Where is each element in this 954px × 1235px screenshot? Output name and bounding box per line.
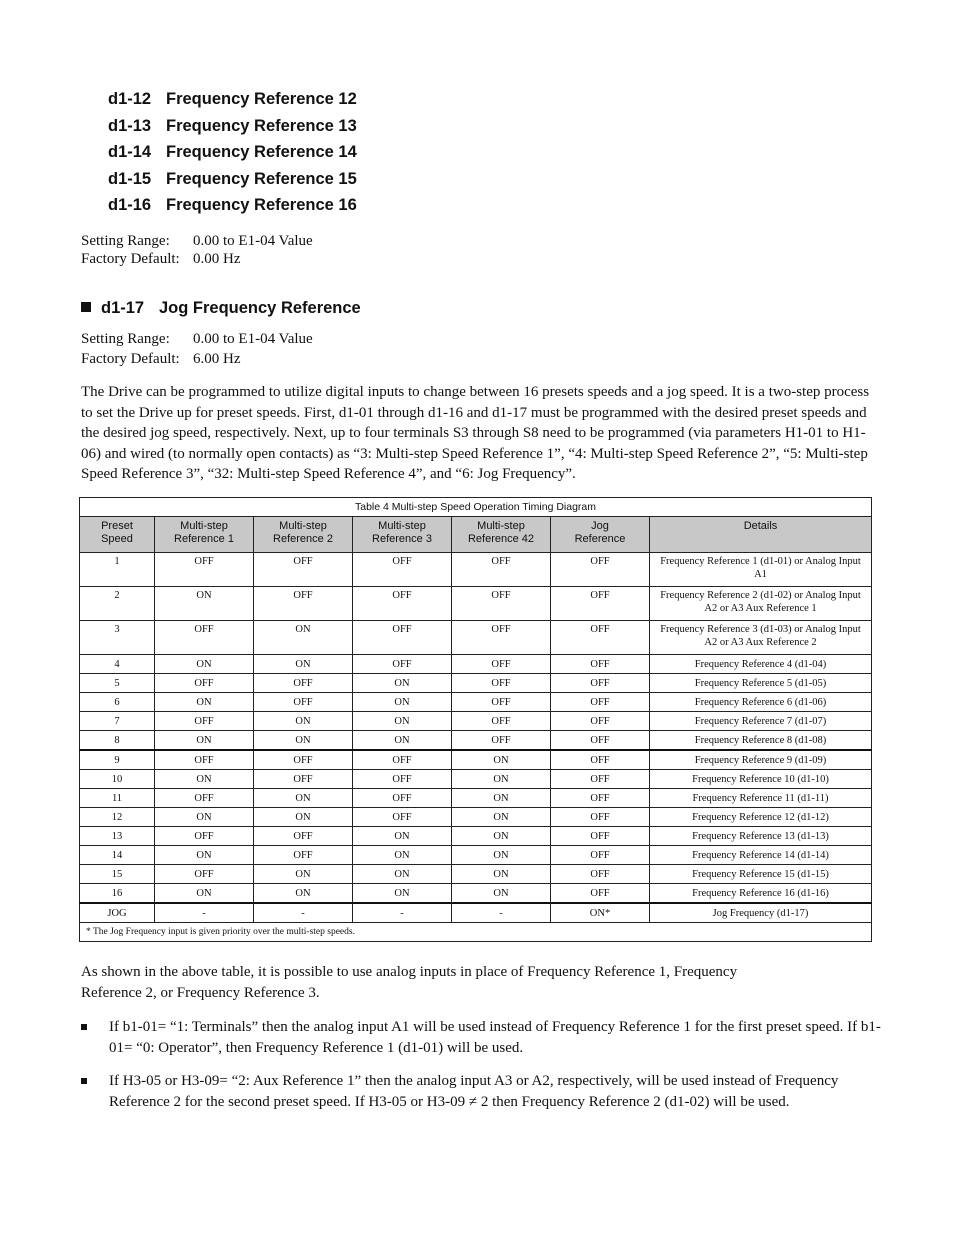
table-cell: ON: [254, 808, 353, 827]
table-cell: 1: [80, 553, 155, 587]
table-cell: ON: [155, 587, 254, 621]
table-cell: OFF: [155, 789, 254, 808]
table-header-cell: [80, 517, 155, 553]
table-cell: ON: [254, 712, 353, 731]
table-cell: OFF: [155, 750, 254, 770]
details-cell: Frequency Reference 8 (d1-08): [650, 731, 872, 751]
setting-block-2: [81, 329, 313, 369]
table-cell: OFF: [254, 693, 353, 712]
multi-step-speed-table: [79, 497, 872, 942]
table-cell: OFF: [353, 553, 452, 587]
table-cell: OFF: [551, 770, 650, 789]
table-cell: OFF: [353, 621, 452, 655]
table-row: [80, 903, 872, 923]
table-cell: OFF: [551, 712, 650, 731]
table-cell: ON: [353, 693, 452, 712]
table-cell: ON: [254, 621, 353, 655]
table-cell: OFF: [353, 750, 452, 770]
table-cell: ON: [155, 655, 254, 674]
table-cell: OFF: [254, 587, 353, 621]
param-name: Frequency Reference 13: [166, 116, 357, 135]
table-row: [80, 712, 872, 731]
table-cell: ON: [353, 846, 452, 865]
details-cell: Frequency Reference 10 (d1-10): [650, 770, 872, 789]
table-cell: ON: [353, 865, 452, 884]
table-cell: OFF: [551, 865, 650, 884]
table-cell: OFF: [551, 621, 650, 655]
table-row: [80, 865, 872, 884]
table-cell: 13: [80, 827, 155, 846]
table-cell: ON*: [551, 903, 650, 923]
table-cell: OFF: [353, 655, 452, 674]
header-text: Reference 42: [467, 533, 535, 545]
section-title: Jog Frequency Reference: [159, 299, 361, 317]
details-cell: Frequency Reference 13 (d1-13): [650, 827, 872, 846]
table-cell: ON: [155, 884, 254, 904]
table-cell: ON: [353, 827, 452, 846]
setting-range-label: Setting Range:: [81, 331, 170, 347]
param-code: d1-16: [108, 196, 152, 214]
table-cell: ON: [452, 750, 551, 770]
table-cell: OFF: [155, 674, 254, 693]
header-text: Reference: [574, 533, 626, 545]
param-code: d1-13: [108, 116, 152, 135]
table-cell: 11: [80, 789, 155, 808]
param-code: d1-12: [108, 90, 152, 108]
table-row: [80, 553, 872, 587]
table-cell: ON: [353, 674, 452, 693]
table-note: * The Jog Frequency input is given priority over the multi-step speeds.: [80, 923, 872, 942]
table-cell: ON: [452, 846, 551, 865]
setting-range-line: [81, 329, 313, 349]
table-cell: 9: [80, 750, 155, 770]
square-bullet-icon: [81, 302, 91, 312]
table-cell: 6: [80, 693, 155, 712]
square-bullet-icon: [81, 1078, 87, 1084]
details-cell: Frequency Reference 9 (d1-09): [650, 750, 872, 770]
table-cell: ON: [254, 789, 353, 808]
table-cell: 10: [80, 770, 155, 789]
table-header-cell: [452, 517, 551, 553]
table-cell: 2: [80, 587, 155, 621]
table-cell: -: [353, 903, 452, 923]
table-row: [80, 655, 872, 674]
table-cell: OFF: [551, 655, 650, 674]
table-cell: OFF: [155, 553, 254, 587]
table-cell: 8: [80, 731, 155, 751]
param-heading: [108, 141, 357, 168]
parameter-heading-list: [108, 88, 357, 221]
details-cell: Frequency Reference 3 (d1-03) or Analog Input A2 or A3 Aux Reference 2: [650, 621, 872, 655]
table-cell: ON: [452, 789, 551, 808]
table-header-row: [80, 517, 872, 553]
header-text: Reference 3: [372, 533, 432, 545]
table-cell: OFF: [254, 750, 353, 770]
header-text: Multi-step: [477, 520, 525, 532]
setting-range-value: 0.00 to E1-04 Value: [193, 233, 313, 249]
details-cell: Frequency Reference 14 (d1-14): [650, 846, 872, 865]
factory-default-value: 0.00 Hz: [193, 251, 241, 267]
details-cell: Jog Frequency (d1-17): [650, 903, 872, 923]
table-cell: OFF: [551, 674, 650, 693]
table-cell: ON: [254, 865, 353, 884]
header-text: Details: [743, 520, 778, 532]
table-cell: -: [254, 903, 353, 923]
factory-default-value: 6.00 Hz: [193, 351, 241, 367]
setting-block-1: [81, 232, 313, 268]
setting-range-line: [81, 232, 313, 250]
table-cell: OFF: [551, 587, 650, 621]
table-cell: OFF: [452, 587, 551, 621]
table-row: [80, 770, 872, 789]
table-header-cell: [353, 517, 452, 553]
header-text: Reference 1: [174, 533, 234, 545]
table-cell: OFF: [452, 621, 551, 655]
header-text: Reference 2: [273, 533, 333, 545]
table-cell: ON: [254, 655, 353, 674]
table-row: [80, 808, 872, 827]
table-cell: ON: [155, 731, 254, 751]
table-cell: OFF: [452, 712, 551, 731]
table-cell: 15: [80, 865, 155, 884]
table-cell: OFF: [551, 846, 650, 865]
details-cell: Frequency Reference 12 (d1-12): [650, 808, 872, 827]
table-cell: OFF: [254, 846, 353, 865]
details-cell: Frequency Reference 4 (d1-04): [650, 655, 872, 674]
table-cell: OFF: [353, 808, 452, 827]
table-header-cell: [155, 517, 254, 553]
bullet-list: [81, 1017, 881, 1112]
table-cell: ON: [254, 731, 353, 751]
details-cell: Frequency Reference 15 (d1-15): [650, 865, 872, 884]
table-cell: 7: [80, 712, 155, 731]
table-row: [80, 674, 872, 693]
table-cell: ON: [353, 712, 452, 731]
table-cell: OFF: [452, 553, 551, 587]
table-caption: Table 4 Multi-step Speed Operation Timing Diagram: [80, 498, 872, 517]
table-cell: OFF: [551, 789, 650, 808]
details-cell: Frequency Reference 7 (d1-07): [650, 712, 872, 731]
bullet-item: [81, 1071, 881, 1112]
header-text: Jog: [591, 520, 609, 532]
intro-paragraph: The Drive can be programmed to utilize digital inputs to change between 16 presets speeds and a jog speed. It is a two-step process to set the Drive up for preset speeds. First, d1-01 through d1-16 and d1-17 must be programmed with the desired preset speeds and the desired jog speed, respectively. Next, up to four terminals S3 through S8 need to be programmed (via parameters H1-01 to H1-06) and wired (to normally open contacts) as “3: Multi-step Speed Reference 1”, “4: Multi-step Speed Reference 2”, “5: Multi-step Speed Reference 3”, “32: Multi-step Speed Reference 4”, and “6: Jog Frequency”.: [81, 384, 870, 483]
table-cell: JOG: [80, 903, 155, 923]
table-cell: -: [155, 903, 254, 923]
table-cell: ON: [452, 884, 551, 904]
factory-default-label: Factory Default:: [81, 251, 180, 267]
param-code: d1-15: [108, 169, 152, 188]
table-row: [80, 750, 872, 770]
table-row: [80, 789, 872, 808]
table-row: [80, 621, 872, 655]
factory-default-label: Factory Default:: [81, 351, 180, 367]
table-cell: OFF: [551, 731, 650, 751]
details-cell: Frequency Reference 2 (d1-02) or Analog Input A2 or A3 Aux Reference 1: [650, 587, 872, 621]
table-cell: ON: [155, 693, 254, 712]
header-text: Speed: [101, 533, 133, 545]
table-cell: OFF: [551, 808, 650, 827]
table-cell: OFF: [551, 750, 650, 770]
table-cell: 12: [80, 808, 155, 827]
param-heading: [108, 115, 357, 142]
details-cell: Frequency Reference 1 (d1-01) or Analog Input A1: [650, 553, 872, 587]
table-cell: OFF: [254, 674, 353, 693]
param-name: Frequency Reference 16: [166, 196, 357, 214]
after-table-paragraph: As shown in the above table, it is possible to use analog inputs in place of Frequency Reference 1, Frequency Reference 2, or Frequency Reference 3.: [81, 964, 738, 1001]
bullet-text: If H3-05 or H3-09= “2: Aux Reference 1” then the analog input A3 or A2, respectively, will be used instead of Frequency Reference 2 for the second preset speed. If H3-05 or H3-09 ≠ 2 then Frequency Reference 2 (d1-02) will be used.: [109, 1073, 839, 1110]
param-heading: [108, 194, 357, 221]
table-cell: -: [452, 903, 551, 923]
table-cell: OFF: [551, 693, 650, 712]
table-row: [80, 693, 872, 712]
bullet-text: If b1-01= “1: Terminals” then the analog input A1 will be used instead of Frequency Reference 1 for the first preset speed. If b1-01= “0: Operator”, then Frequency Reference 1 (d1-01) will be used.: [109, 1019, 881, 1056]
table-cell: OFF: [551, 884, 650, 904]
table-cell: OFF: [155, 827, 254, 846]
table-cell: OFF: [551, 553, 650, 587]
header-text: Multi-step: [279, 520, 327, 532]
section-code: d1-17: [101, 299, 145, 317]
table-cell: OFF: [254, 770, 353, 789]
table-cell: OFF: [353, 587, 452, 621]
table-cell: ON: [452, 808, 551, 827]
section-heading: [81, 297, 361, 319]
details-cell: Frequency Reference 16 (d1-16): [650, 884, 872, 904]
table-cell: ON: [254, 884, 353, 904]
param-name: Frequency Reference 14: [166, 143, 357, 161]
param-heading: [108, 168, 357, 195]
table-cell: ON: [155, 770, 254, 789]
table-cell: OFF: [155, 712, 254, 731]
table-cell: 4: [80, 655, 155, 674]
param-name: Frequency Reference 12: [166, 90, 357, 108]
details-cell: Frequency Reference 11 (d1-11): [650, 789, 872, 808]
table-cell: OFF: [254, 553, 353, 587]
table-cell: ON: [353, 884, 452, 904]
factory-default-line: [81, 250, 313, 268]
details-cell: Frequency Reference 5 (d1-05): [650, 674, 872, 693]
table-cell: 5: [80, 674, 155, 693]
table-cell: OFF: [551, 827, 650, 846]
table-cell: 14: [80, 846, 155, 865]
table-cell: OFF: [155, 865, 254, 884]
table-cell: ON: [155, 846, 254, 865]
square-bullet-icon: [81, 1024, 87, 1030]
table-cell: ON: [452, 770, 551, 789]
param-name: Frequency Reference 15: [166, 169, 357, 188]
table-cell: ON: [353, 731, 452, 751]
table-body: [80, 553, 872, 923]
table-row: [80, 827, 872, 846]
table-row: [80, 587, 872, 621]
table-cell: OFF: [353, 789, 452, 808]
table-cell: OFF: [452, 674, 551, 693]
table-cell: OFF: [155, 621, 254, 655]
table-row: [80, 884, 872, 904]
table-header-cell: [650, 517, 872, 553]
table-header-cell: [254, 517, 353, 553]
param-code: d1-14: [108, 143, 152, 161]
table-row: [80, 731, 872, 751]
table-cell: ON: [452, 865, 551, 884]
bullet-item: [81, 1017, 881, 1058]
table-cell: 16: [80, 884, 155, 904]
table-cell: OFF: [353, 770, 452, 789]
table-cell: 3: [80, 621, 155, 655]
table-cell: OFF: [254, 827, 353, 846]
factory-default-line: [81, 349, 313, 369]
details-cell: Frequency Reference 6 (d1-06): [650, 693, 872, 712]
table-row: [80, 846, 872, 865]
table-cell: ON: [155, 808, 254, 827]
setting-range-label: Setting Range:: [81, 233, 170, 249]
setting-range-value: 0.00 to E1-04 Value: [193, 331, 313, 347]
table-cell: ON: [452, 827, 551, 846]
table-cell: OFF: [452, 693, 551, 712]
table-cell: OFF: [452, 655, 551, 674]
header-text: Multi-step: [180, 520, 228, 532]
header-text: Multi-step: [378, 520, 426, 532]
header-text: Preset: [101, 520, 133, 532]
table-cell: OFF: [452, 731, 551, 751]
table-header-cell: [551, 517, 650, 553]
param-heading: [108, 88, 357, 115]
